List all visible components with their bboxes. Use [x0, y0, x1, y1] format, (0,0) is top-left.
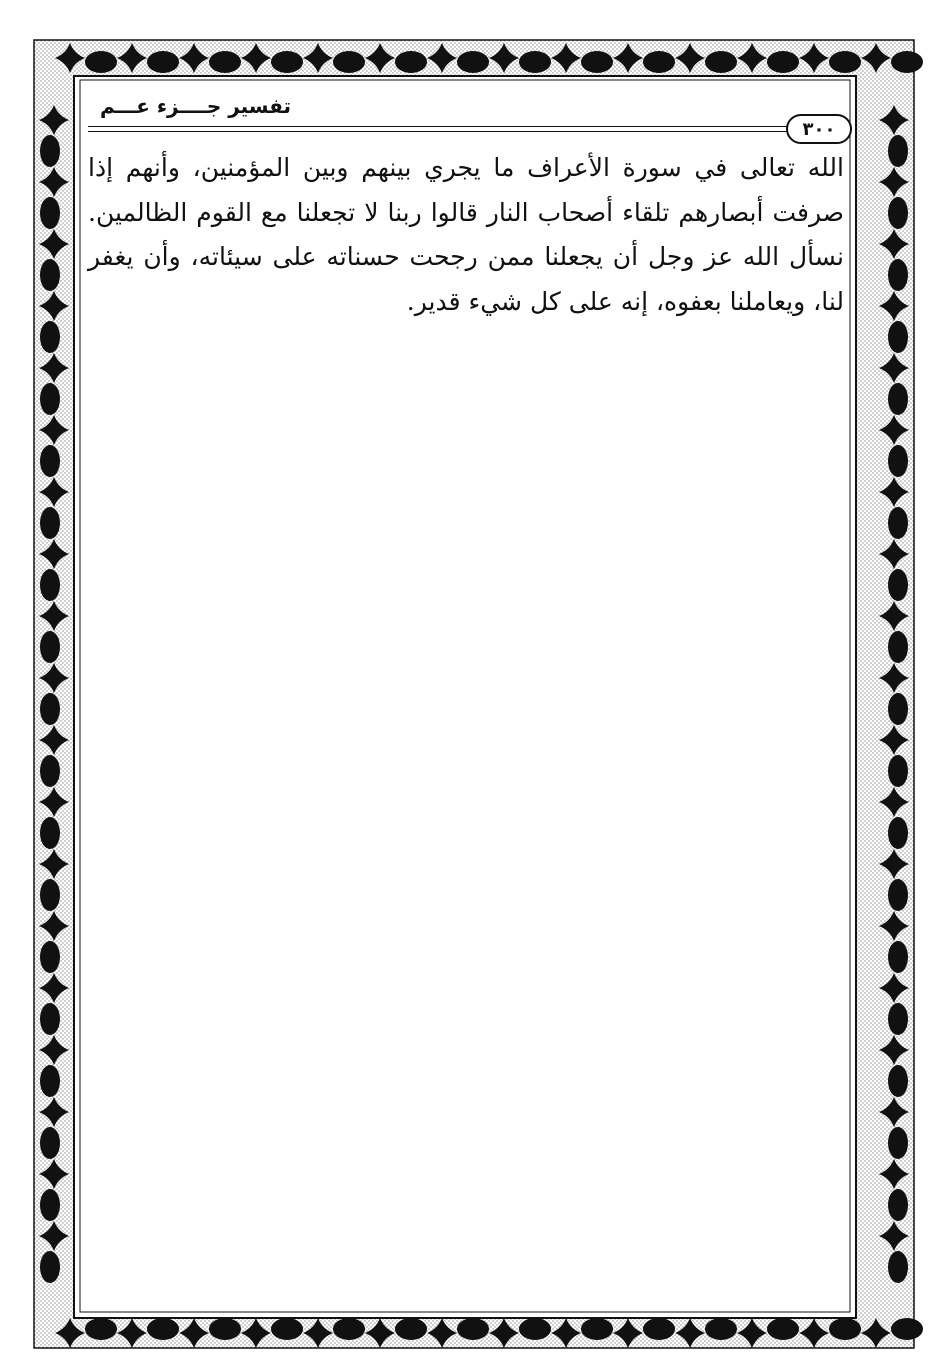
crescent-ornament: [40, 755, 60, 787]
crescent-ornament: [40, 569, 60, 601]
crescent-ornament: [888, 755, 908, 787]
crescent-ornament: [829, 1318, 861, 1340]
crescent-ornament: [888, 941, 908, 973]
crescent-ornament: [705, 51, 737, 73]
crescent-ornament: [40, 879, 60, 911]
crescent-ornament: [40, 693, 60, 725]
crescent-ornament: [891, 51, 923, 73]
crescent-ornament: [888, 879, 908, 911]
crescent-ornament: [85, 51, 117, 73]
crescent-ornament: [581, 51, 613, 73]
crescent-ornament: [395, 51, 427, 73]
crescent-ornament: [40, 1065, 60, 1097]
crescent-ornament: [271, 51, 303, 73]
page-content: [80, 80, 860, 1320]
crescent-ornament: [888, 631, 908, 663]
crescent-ornament: [40, 135, 60, 167]
crescent-ornament: [40, 631, 60, 663]
crescent-ornament: [457, 51, 489, 73]
crescent-ornament: [147, 1318, 179, 1340]
crescent-ornament: [40, 1189, 60, 1221]
crescent-ornament: [40, 507, 60, 539]
crescent-ornament: [40, 1127, 60, 1159]
crescent-ornament: [891, 1318, 923, 1340]
running-header: تفسير جــــزء عـــم: [100, 94, 292, 118]
crescent-ornament: [40, 1251, 60, 1283]
crescent-ornament: [40, 941, 60, 973]
crescent-ornament: [40, 1003, 60, 1035]
crescent-ornament: [767, 51, 799, 73]
crescent-ornament: [888, 197, 908, 229]
crescent-ornament: [888, 135, 908, 167]
crescent-ornament: [209, 51, 241, 73]
crescent-ornament: [888, 1251, 908, 1283]
header-rule: [88, 126, 788, 132]
crescent-ornament: [888, 693, 908, 725]
crescent-ornament: [271, 1318, 303, 1340]
crescent-ornament: [643, 51, 675, 73]
crescent-ornament: [888, 383, 908, 415]
crescent-ornament: [40, 817, 60, 849]
crescent-ornament: [643, 1318, 675, 1340]
crescent-ornament: [888, 1065, 908, 1097]
crescent-ornament: [581, 1318, 613, 1340]
crescent-ornament: [40, 259, 60, 291]
crescent-ornament: [888, 445, 908, 477]
crescent-ornament: [40, 197, 60, 229]
crescent-ornament: [209, 1318, 241, 1340]
crescent-ornament: [888, 259, 908, 291]
crescent-ornament: [519, 1318, 551, 1340]
crescent-ornament: [40, 321, 60, 353]
crescent-ornament: [888, 569, 908, 601]
page-number-badge: ٣٠٠: [786, 114, 852, 144]
crescent-ornament: [829, 51, 861, 73]
body-paragraph: الله تعالى في سورة الأعراف ما يجري بينهم وبين المؤمنين، وأنهم إذا صرفت أبصارهم تلقاء أصحاب النار قالوا ربنا لا تجعلنا مع القوم الظالمين. نسأل الله عز وجل أن يجعلنا ممن رجحت حسناته على سيئاته، وأن يغفر لنا، ويعاملنا بعفوه، إنه على كل شيء قدير.: [88, 153, 844, 316]
crescent-ornament: [395, 1318, 427, 1340]
crescent-ornament: [888, 1127, 908, 1159]
crescent-ornament: [457, 1318, 489, 1340]
crescent-ornament: [888, 321, 908, 353]
crescent-ornament: [85, 1318, 117, 1340]
crescent-ornament: [147, 51, 179, 73]
crescent-ornament: [333, 51, 365, 73]
crescent-ornament: [888, 1189, 908, 1221]
crescent-ornament: [333, 1318, 365, 1340]
crescent-ornament: [40, 383, 60, 415]
crescent-ornament: [519, 51, 551, 73]
crescent-ornament: [888, 817, 908, 849]
crescent-ornament: [705, 1318, 737, 1340]
crescent-ornament: [40, 445, 60, 477]
crescent-ornament: [767, 1318, 799, 1340]
crescent-ornament: [888, 507, 908, 539]
crescent-ornament: [888, 1003, 908, 1035]
